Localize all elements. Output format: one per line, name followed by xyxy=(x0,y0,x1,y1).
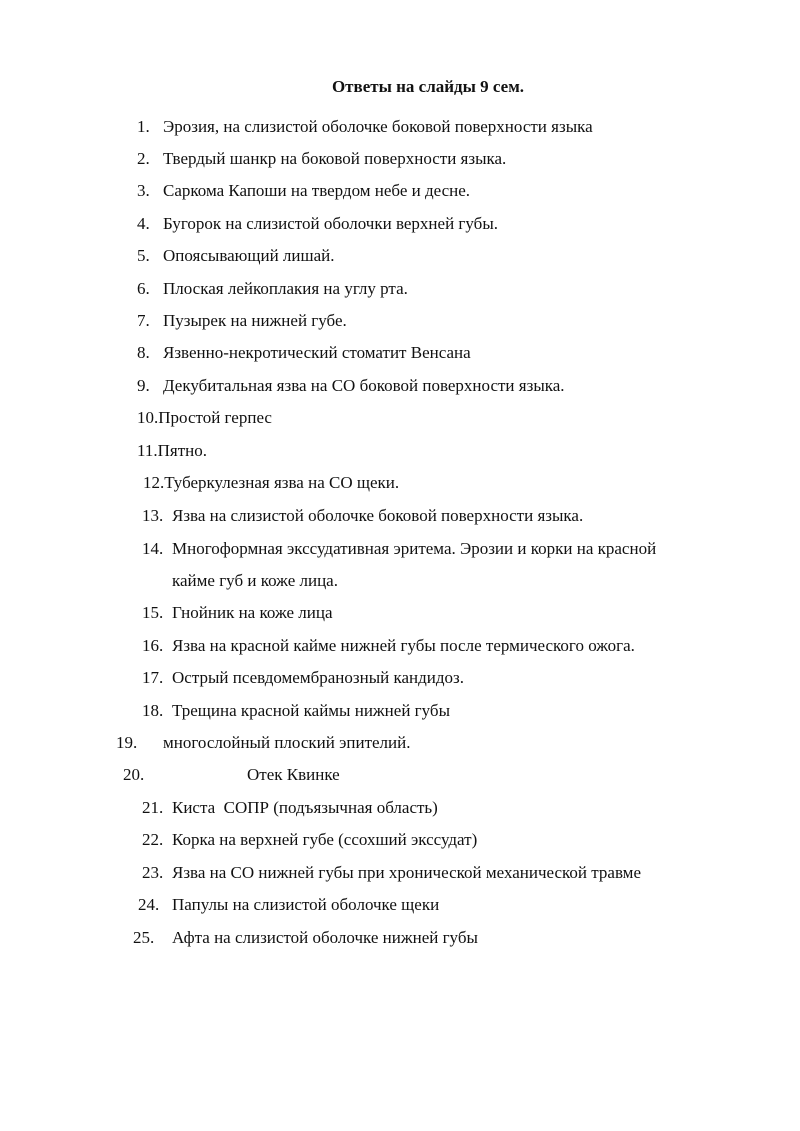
list-item-text: Туберкулезная язва на СО щеки. xyxy=(164,473,400,492)
list-item-number: 5. xyxy=(137,246,150,265)
list-item-number: 24. xyxy=(138,895,160,914)
list-item-text: Язва на красной кайме нижней губы после термического ожога. xyxy=(172,636,635,655)
list-item-text: Простой герпес xyxy=(158,408,272,427)
list-item-number: 14. xyxy=(142,539,164,558)
list-item-number: 18. xyxy=(142,701,164,720)
document-title: Ответы на слайды 9 сем. xyxy=(331,77,525,96)
list-item-number: 17. xyxy=(142,668,164,687)
list-item-number: 19. xyxy=(116,733,138,752)
list-item-text: Папулы на слизистой оболочке щеки xyxy=(172,895,440,914)
list-item-text: Афта на слизистой оболочке нижней губы xyxy=(172,928,478,947)
list-item-number: 6. xyxy=(137,279,150,298)
list-item-number: 3. xyxy=(137,181,150,200)
list-item-number: 21. xyxy=(142,798,164,817)
list-item-text: Эрозия, на слизистой оболочке боковой поверхности языка xyxy=(163,117,593,136)
list-item-text: Твердый шанкр на боковой поверхности языка. xyxy=(163,149,507,168)
list-item-text: Язва на СО нижней губы при хронической механической травме xyxy=(172,863,641,882)
list-item-text: Декубитальная язва на СО боковой поверхности языка. xyxy=(163,376,565,395)
list-item-number: 22. xyxy=(142,830,164,849)
list-item-number: 12. xyxy=(143,473,165,492)
list-item-text: Гнойник на коже лица xyxy=(172,603,333,622)
list-item xyxy=(143,472,399,494)
list-item-text: Плоская лейкоплакия на углу рта. xyxy=(163,279,408,298)
list-item-text: кайме губ и коже лица. xyxy=(172,571,338,590)
list-item-text: Бугорок на слизистой оболочки верхней губы. xyxy=(163,214,498,233)
list-item-number: 1. xyxy=(137,117,150,136)
list-item-number: 13. xyxy=(142,506,164,525)
list-item-text: Корка на верхней губе (ссохший экссудат) xyxy=(172,830,478,849)
list-item-number: 9. xyxy=(137,376,150,395)
list-item-text: Киста СОПР (подъязычная область) xyxy=(172,798,438,817)
list-item-text: Трещина красной каймы нижней губы xyxy=(172,701,450,720)
list-item-text: Пузырек на нижней губе. xyxy=(163,311,347,330)
list-item-text: Пятно. xyxy=(157,441,207,460)
list-item-number: 8. xyxy=(137,343,150,362)
list-item-number: 23. xyxy=(142,863,164,882)
list-item-text: Язвенно-некротический стоматит Венсана xyxy=(163,343,471,362)
list-item-number: 2. xyxy=(137,149,150,168)
list-item-number: 25. xyxy=(133,928,155,947)
list-item-text: Многоформная экссудативная эритема. Эрозии и корки на красной xyxy=(172,539,657,558)
list-item-text: многослойный плоский эпителий. xyxy=(163,733,411,752)
list-item-number: 4. xyxy=(137,214,150,233)
list-item-text: Саркома Капоши на твердом небе и десне. xyxy=(163,181,471,200)
list-item-text: Острый псевдомембранозный кандидоз. xyxy=(172,668,464,687)
list-item-number: 20. xyxy=(123,765,145,784)
list-item-text: Язва на слизистой оболочке боковой поверхности языка. xyxy=(172,506,584,525)
list-item-number: 16. xyxy=(142,636,164,655)
list-item-text: Опоясывающий лишай. xyxy=(163,246,335,265)
list-item-text: Отек Квинке xyxy=(247,765,340,784)
list-item-number: 7. xyxy=(137,311,150,330)
list-item-number: 11. xyxy=(137,441,158,460)
list-item xyxy=(137,440,207,462)
list-item xyxy=(137,407,272,429)
list-item-number: 10. xyxy=(137,408,159,427)
list-item-number: 15. xyxy=(142,603,164,622)
